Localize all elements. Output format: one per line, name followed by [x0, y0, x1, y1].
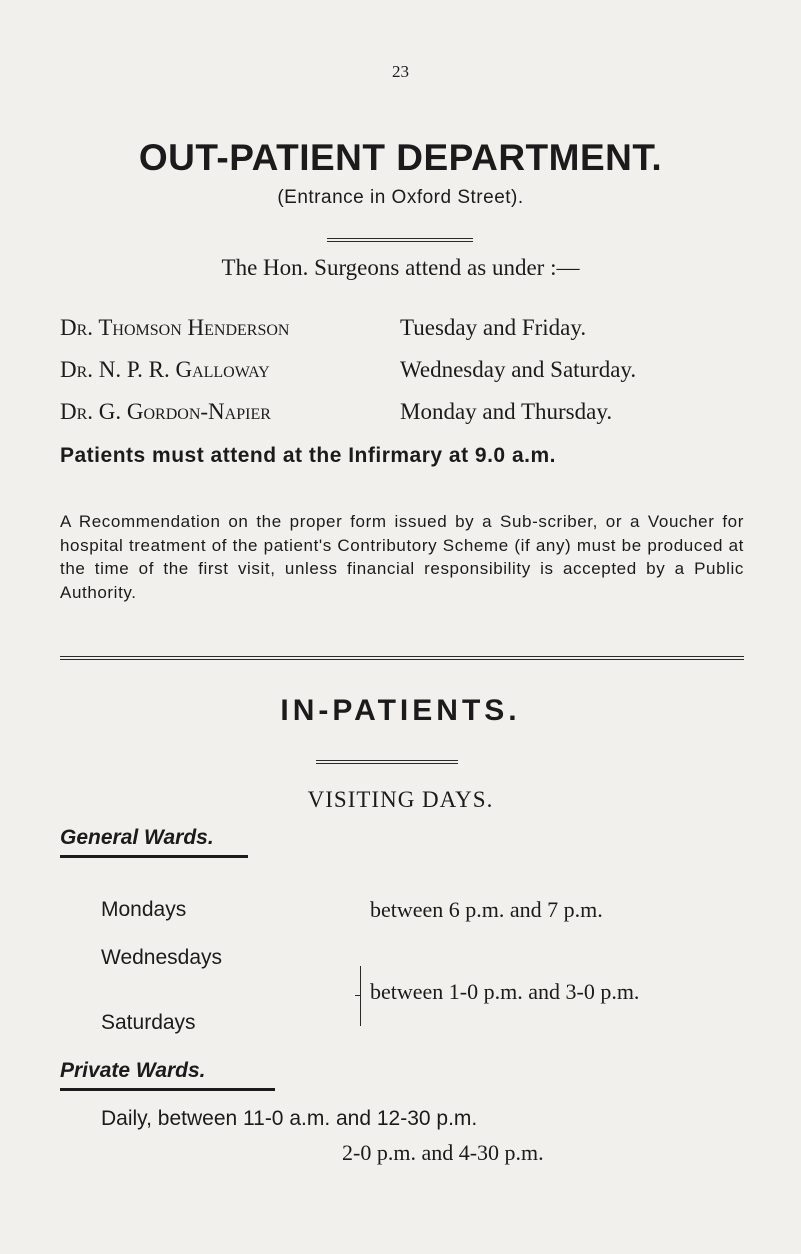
brace	[360, 966, 369, 1026]
surgeon-name: Dr. Thomson Henderson	[60, 315, 290, 340]
attendance-notice: Patients must attend at the Infirmary at 9.0 a.m.	[60, 444, 556, 467]
page-title: OUT-PATIENT DEPARTMENT.	[138, 137, 663, 178]
visiting-day: Saturdays	[101, 1011, 196, 1034]
inpatients-heading: IN-PATIENTS.	[280, 694, 521, 727]
visiting-day: Mondays	[101, 898, 187, 921]
surgeon-days: Tuesday and Friday.	[400, 315, 587, 340]
visiting-day: Wednesdays	[101, 946, 223, 969]
surgeon-name: Dr. G. Gordon-Napier	[60, 399, 271, 424]
private-wards-line	[101, 1106, 477, 1131]
private-wards-heading: Private Wards.	[60, 1059, 206, 1082]
surgeon-name: Dr. N. P. R. Galloway	[60, 357, 270, 382]
page-number: 23	[392, 62, 409, 81]
visiting-days-heading: VISITING DAYS.	[307, 787, 494, 812]
page-subtitle: (Entrance in Oxford Street).	[277, 187, 524, 208]
divider-short	[316, 760, 458, 764]
surgeons-intro: The Hon. Surgeons attend as under :—	[221, 255, 580, 280]
heading-underline	[60, 855, 248, 858]
recommendation-paragraph: A Recommendation on the proper form issued by a Sub-scriber, or a Voucher for hospital treatment of the patient's Contributory Scheme (if any) must be produced at the time of the first visit, unless financial responsibility is accepted by a Public Authority.	[60, 512, 744, 602]
general-wards-heading: General Wards.	[60, 826, 214, 849]
heading-underline	[60, 1088, 275, 1091]
private-wards-times: 2-0 p.m. and 4-30 p.m.	[342, 1140, 544, 1165]
visiting-time: between 6 p.m. and 7 p.m.	[370, 897, 603, 922]
visiting-time: between 1-0 p.m. and 3-0 p.m.	[370, 979, 640, 1004]
divider-short	[327, 238, 473, 242]
brace-tick	[355, 995, 361, 996]
private-wards-times: Daily, between 11-0 a.m. and 12-30 p.m.	[101, 1107, 478, 1130]
section-divider	[60, 656, 744, 660]
surgeon-days: Wednesday and Saturday.	[400, 357, 637, 382]
surgeon-days: Monday and Thursday.	[400, 399, 613, 424]
